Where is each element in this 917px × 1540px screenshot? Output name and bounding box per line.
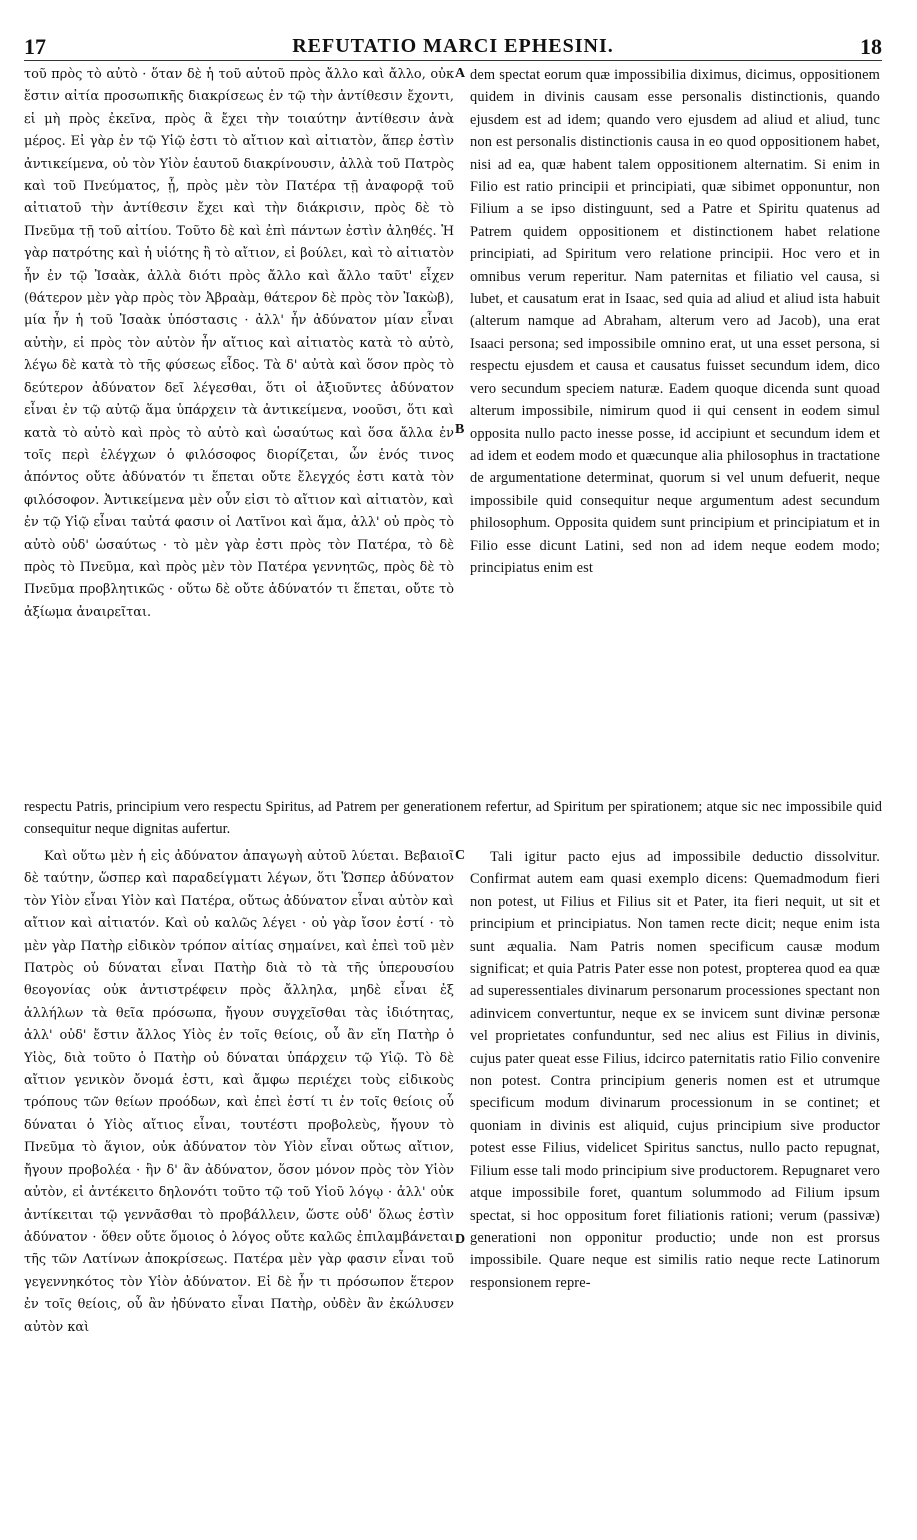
greek-paragraph-lower: Καὶ οὕτω μὲν ἡ εἰς ἀδύνατον ἀπαγωγὴ αὐτοῦ λύεται. Βεβαιοῖ δὲ ταύτην, ὥσπερ καὶ παραδείγματι λέγων, ὅτι Ὥσπερ ἀδύνατον τὸν Υἱὸν εἶναι Υἱὸν καὶ Πατέρα, οὕτως ἀδύνατον εἶναι αὐτὸν καὶ αἴτιον καὶ αἰτιατόν. Καὶ οὐ καλῶς λέγει · οὐ γὰρ ἴσον ἐστί · τὸ μὲν γὰρ Πατὴρ εἰδικὸν τρόπον αἰτίας σημαίνει, καὶ ἐπεὶ τοῦ μὲν Πατρὸς οὐ δύναται εἶναι Πατὴρ διὰ τὸ τὰ τῆς ὑπερουσίου θεογονίας οὐκ ἀντιστρέφειν πρὸς ἄλληλα, μηδὲ εἶναι ἐξ ἀλλήλων τὰ θεῖα πρόσωπα, ἤγουν συγχεῖσθαι τὰς ἰδιότητας, ἀλλ' οὐδ' ἔστιν ἄλλος Υἱὸς ἐν τοῖς θείοις, οὗ ἂν εἴη Πατὴρ ὁ Υἱὸς, διὰ τοῦτο ὁ Πατὴρ οὐ δύναται ὑπάρχειν τῷ Υἱῷ. Τὸ δὲ αἴτιον γενικὸν ὄνομά ἐστι, καὶ ἄμφω περιέχει τοὺς εἰδικοὺς τρόπους τῶν θείων προόδων, καὶ ἐπεὶ ἐστί τι ἐν τοῖς θείοις οὗ δύναται ὁ Υἱὸς αἴτιος εἶναι, τουτέστι προβολεὺς, ἤγουν τὸ Πνεῦμα τὸ ἅγιον, οὐκ ἀδύνατον τὸν Υἱὸν εἶναι οὕτως αἴτιον, ἤγουν προβολέα · ἣν δ' ἂν ἀδύνατον, ὅσον μόνον πρὸς τὸν Υἱὸν αὐτὸν, εἰ ἀντέκειτο δηλονότι τοῦτο τῷ τοῦ Υἱοῦ λόγῳ · ἀλλ' οὐκ ἀντίκειται τῷ γεννᾶσθαι τὸ προβάλλειν, ὥστε οὐδ' ὅλως ἐστὶν ἀδύνατον · ὅθεν οὔτε ὅμοιος ὁ λόγος οὔτε καλῶς ἐπιλαμβάνεται τῆς τῶν Λατίνων ἀποκρίσεως. Πατέρα μὲν γὰρ φασιν εἶναι τοῦ γεγεννηκότος τὸν Υἱὸν ἀδύνατον. Εἰ δὲ ἦν τι πρόσωπον ἕτερον ἐν τοῖς θείοις, οὗ ἂν ἠδύνατο εἶναι Πατὴρ, οὐδὲν ἂν ἐκώλυσεν αὐτὸν καὶ <box>24 849 454 1335</box>
full-width-passage <box>24 796 882 842</box>
page-number-right: 18 <box>860 34 882 59</box>
running-title: REFUTATIO MARCI EPHESINI. <box>292 35 614 57</box>
latin-column-lower <box>470 846 880 1528</box>
margin-marker-b: B <box>455 422 465 437</box>
running-header <box>24 34 882 61</box>
latin-column-upper <box>470 64 880 796</box>
page-number-left: 17 <box>24 34 46 59</box>
greek-column-lower <box>24 846 454 1528</box>
margin-marker-d: D <box>455 1232 466 1247</box>
latin-paragraph: dem spectat eorum quæ impossibilia diximus, dicimus, oppositionem quidem in divinis causam esse personalis distinctionis, quando ejusdem est ad idem; quando vero ejusdem ad aliud et aliud, tunc non est personalis distinctionis causa in eo quod oppositionem habet, nisi ad ea, quæ habent talem oppositionem alternatim. Si enim in Filio est ratio principii et principiati, quæ sibimet opponuntur, non Filium a se ipso distinguunt, sed a Patre et Spiritu quatenus ad Patrem quidem oppositionem et distinctionem habet relatione principiati, ad Spiritum vero relatione principii. Hoc vero et in omnibus verum reperitur. Nam paternitas et filiatio vel causa, si lubet, et causatum erat in Isaac, sed quia ad aliud et aliud ista habuit (alterum namque ad Abraham, alterum vero ad Jacob), una erat Isaaci persona; sed impossibile omnino erat, ut una esset persona, si respectu ejusdem et causa et causatus fuisset secundum idem, dico vero secundum speciem naturæ. Eadem quoque dicenda sunt quoad alterum impossibile, nimirum quod ii qui censent in eodem simul opposita nullo pacto inesse posse, id accipiunt et secundum idem et ad idem et eodem modo et quæcunque alia philosophus in tractatione de argumentatione determinat, quorum si vel unum defuerit, neque impossibile quid consequitur neque argumentum adest secundum philosophum. Opposita quidem sunt principium et principiatum et in Filio esse dicunt Latini, sed non ad idem neque eodem modo; principiatus enim est <box>470 67 880 576</box>
greek-column-upper <box>24 64 454 796</box>
greek-paragraph: τοῦ πρὸς τὸ αὐτὸ · ὅταν δὲ ἡ τοῦ αὐτοῦ πρὸς ἄλλο καὶ ἄλλο, οὐκ ἔστιν αἰτία προσωπικῆς διακρίσεως ἐν τῷ τὴν ἀντίθεσιν ἔχοντι, εἰ μὴ πρὸς ἐκεῖνα, πρὸς ἃ ἔχει τὴν τοιαύτην ἀντίθεσιν ἀνὰ μέρος. Εἰ γὰρ ἐν τῷ Υἱῷ ἐστι τὸ αἴτιον καὶ αἰτιατὸν, ἅπερ ἐστὶν ἀντικείμενα, οὐ τὸν Υἱὸν ἑαυτοῦ διακρίνουσιν, ἀλλὰ τοῦ Πατρὸς καὶ τοῦ Πνεύματος, ᾗ, πρὸς μὲν τὸν Πατέρα τῇ ἀναφορᾷ τοῦ αἰτιατοῦ τὴν ἀντίθεσιν ἔχει καὶ τὴν διάκρισιν, πρὸς δὲ τὸ Πνεῦμα τῇ τοῦ αἰτίου. Τοῦτο δὲ καὶ ἐπὶ πάντων ἐστὶν ἀληθές. Ἡ γὰρ πατρότης καὶ ἡ υἱότης ἢ τὸ αἴτιον, εἰ βούλει, καὶ τὸ αἰτιατὸν ἦν ἐν τῷ Ἰσαὰκ, ἀλλὰ διότι πρὸς ἄλλο καὶ ἄλλο ταῦτ' εἶχεν (θάτερον μὲν γὰρ πρὸς τὸν Ἀβραὰμ, θάτερον δὲ πρὸς τὸν Ἰακὼβ), μία ἦν ἡ τοῦ Ἰσαὰκ ὑπόστασις · ἀλλ' ἦν ἀδύνατον μίαν εἶναι αὐτὴν, εἰ πρὸς τὸν αὐτὸν ἦν αἴτιος καὶ αἰτιατὸς κατὰ τὸ αὐτὸ, λέγω δὲ κατὰ τὸ τῆς φύσεως εἶδος. Τὰ δ' αὐτὰ καὶ ὅσον πρὸς τὸ δεύτερον ἀδύνατον δεῖ λέγεσθαι, ὅτι οἱ ἀξιοῦντες ἀδύνατον εἶναι ἐν τῷ αὐτῷ ἅμα ὑπάρχειν τὰ ἀντικείμενα, νοοῦσι, ὅτι καὶ κατὰ τὸ αὐτὸ καὶ πρὸς τὸ αὐτὸ καὶ ὡσαύτως καὶ ὅσα ἄλλα ἐν τοῖς περὶ ἐλέγχων ὁ φιλόσοφος διορίζεται, ὧν ἑνός τινος ἀπόντος οὔτε ἀδύνατόν τι ἕπεται οὔτε ἔλεγχός ἐστι κατὰ τὸν φιλόσοφον. Ἀντικείμενα μὲν οὖν εἰσι τὸ αἴτιον καὶ αἰτιατὸν, καὶ ἐν τῷ Υἱῷ εἶναι ταὐτά φασιν οἱ Λατῖνοι καὶ ἅμα, ἀλλ' οὐ πρὸς τὸ αὐτὸ οὐδ' ὡσαύτως · τὸ μὲν γὰρ ἐστι πρὸς τὸν Πατέρα, τὸ δὲ πρὸς τὸ Πνεῦμα, καὶ πρὸς μὲν τὸν Πατέρα γεννητῶς, πρὸς δὲ τὸ Πνεῦμα προβλητικῶς · οὕτω δὲ οὔτε ἀδύνατόν τι ἕπεται, οὔτε τὸ ἀξίωμα ἀναιρεῖται. <box>24 67 454 620</box>
full-width-text: respectu Patris, principium vero respectu Spiritus, ad Patrem per generationem refertur, ad Spiritum per spirationem; atque sic nec impossibile quid consequitur neque dignitas aufertur. <box>24 799 882 838</box>
margin-marker-a: A <box>455 66 466 81</box>
margin-marker-c: C <box>455 848 466 863</box>
latin-paragraph-lower: Tali igitur pacto ejus ad impossibile deductio dissolvitur. Confirmat autem eam quasi exemplo dicens: Quemadmodum fieri non potest, ut Filius et Filius sit et Pater, ita fieri nequit, ut sit et principium et principiatus. Non tamen recte dicit; neque enim ista sunt æqualia. Nam Patris nomen specificum causæ modum significat; et quia Patris Pater esse non potest, propterea quod ea quæ ad superessentiales divinarum personarum processiones spectant non adinvicem convertuntur, neque ex se invicem sunt divinæ personæ vel proprietates confunduntur, sed nec alius est Filius in divinis, cujus pater queat esse Filius, idcirco paternitatis ratio Filio convenire non potest. Contra principium generis nomen est et utrumque specificum modum divinarum processionum in se continet; et quoniam in divinis est aliquid, cujus principium sive productor potest esse Filius, videlicet Spiritus sanctus, nullo pacto repugnat, Filium esse tali modo principium sive productorem. Repugnaret vero atque impossibile foret, quantum solummodo ad Filium ipsum spectat, si hoc oppositum foret filiationis rationi; verum (passivæ) generationi non opponitur productio; unde non est prorsus impossibile. Quare neque est similis ratio neque recte Latinorum responsionem repre- <box>470 849 880 1291</box>
